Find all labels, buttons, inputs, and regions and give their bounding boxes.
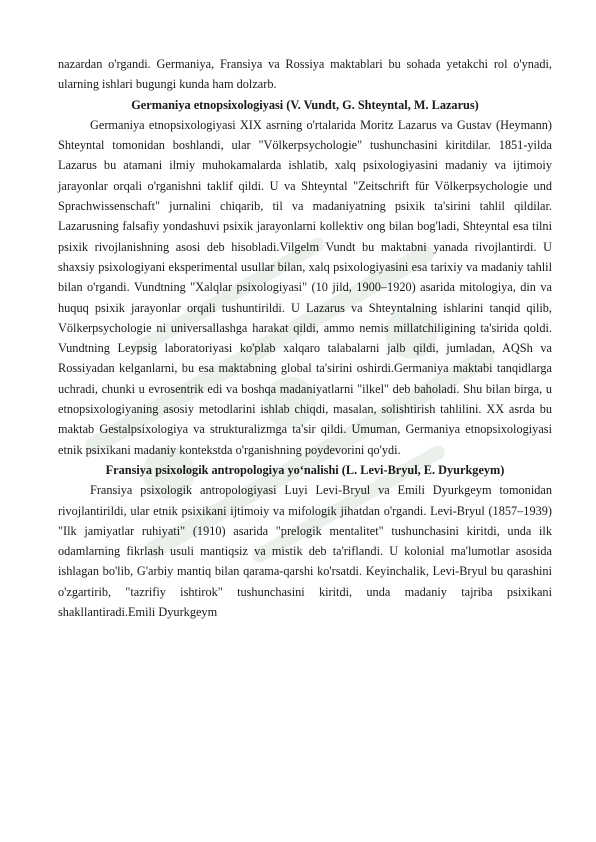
section-heading-france: Fransiya psixologik antropologiya yo‘nalishi (L. Levi-Bryul, E. Dyurkgeym) xyxy=(105,462,505,477)
paragraph-france: Fransiya psixologik antropologiyasi Luyi Levi-Bryul va Emili Dyurkgeym tomonidan rivojlantirildi, ular etnik psixikani ijtimoiy va mifologik jihatdan o'rgandi. Levi-Bryul (1857–1939) "Ilk jamiyatlar ruhiyati" (1910) asarida "prelogik mentalitet" tushunchasini kiritdi, unda ilk odamlarning fikrlash usuli mantiqsiz va mistik deb ta'riflandi. U kolonial ma'lumotlar asosida ishlagan bo'lib, G'arbiy mantiq bilan qarama-qarshi ko'rsatdi. Keyinchalik, Levi-Bryul bu qarashini o'zgartirib, "tazrifiy ishtirok" tushunchasini kiritdi, unda madaniy tajriba psixikani shakllantiradi.Emili Dyurkgeym xyxy=(58,483,552,620)
paragraph-intro: nazardan o'rgandi. Germaniya, Fransiya va Rossiya maktablari bu sohada yetakchi rol o'ynadi, ularning ishlari bugungi kunda ham dolzarb. xyxy=(58,57,552,92)
section-heading-germany: Germaniya etnopsixologiyasi (V. Vundt, G. Shteyntal, M. Lazarus) xyxy=(131,97,479,112)
document-body xyxy=(58,54,552,622)
paragraph-germany: Germaniya etnopsixologiyasi XIX asrning o'rtalarida Moritz Lazarus va Gustav (Heymann) Shteyntal tomonidan boshlandi, ular "Völkerpsychologie" tushunchasini kiritdilar. 1851-yilda Lazarus bu atamani ilmiy muhokamalarda ishlatib, xalq psixologiyasini madaniy va ijtimoiy jarayonlar orqali o'rganishni taklif qildi. U va Shteyntal "Zeitschrift für Völkerpsychologie und Sprachwissenschaft" jurnalini chiqarib, til va madaniyatning psixik ta'sirini tahlil qildilar. Lazarusning falsafiy yondashuvi psixik jarayonlarni kollektiv ong bilan bog'ladi, Shteyntal esa tilni psixik rivojlanishning asosi deb hisobladi.Vilgelm Vundt bu maktabni yanada rivojlantirdi. U shaxsiy psixologiyani eksperimental usullar bilan, xalq psixologiyasini esa tarixiy va madaniy tahlil bilan o'rgandi. Vundtning "Xalqlar psixologiyasi" (10 jild, 1900–1920) asarida mitologiya, din va huquq psixik jarayonlar orqali tushuntirildi. U Lazarus va Shteyntalning ishlarini tanqid qilib, Völkerpsychologie ni universallashga harakat qildi, ammo nemis millatchiligining ta'sirida qoldi. Vundtning Leypsig laboratoriyasi ko'plab xalqaro talabalarni jalb qildi, jumladan, AQSh va Rossiyadan kelganlarni, bu esa maktabning global ta'sirini oshirdi.Germaniya maktabi tanqidlarga uchradi, chunki u evrosentrik edi va boshqa madaniyatlarni "ilkel" deb baholadi. Shu bilan birga, u etnopsixologiyaning asosiy metodlarini ishlab chiqdi, masalan, solishtirish tahlilini. XX asrda bu maktab Gestalpsixologiya va strukturalizmga ta'sir qildi. Umuman, Germaniya etnopsixologiyasi etnik psixikani madaniy kontekstda o'rganishning poydevorini qo'ydi. xyxy=(58,117,552,457)
